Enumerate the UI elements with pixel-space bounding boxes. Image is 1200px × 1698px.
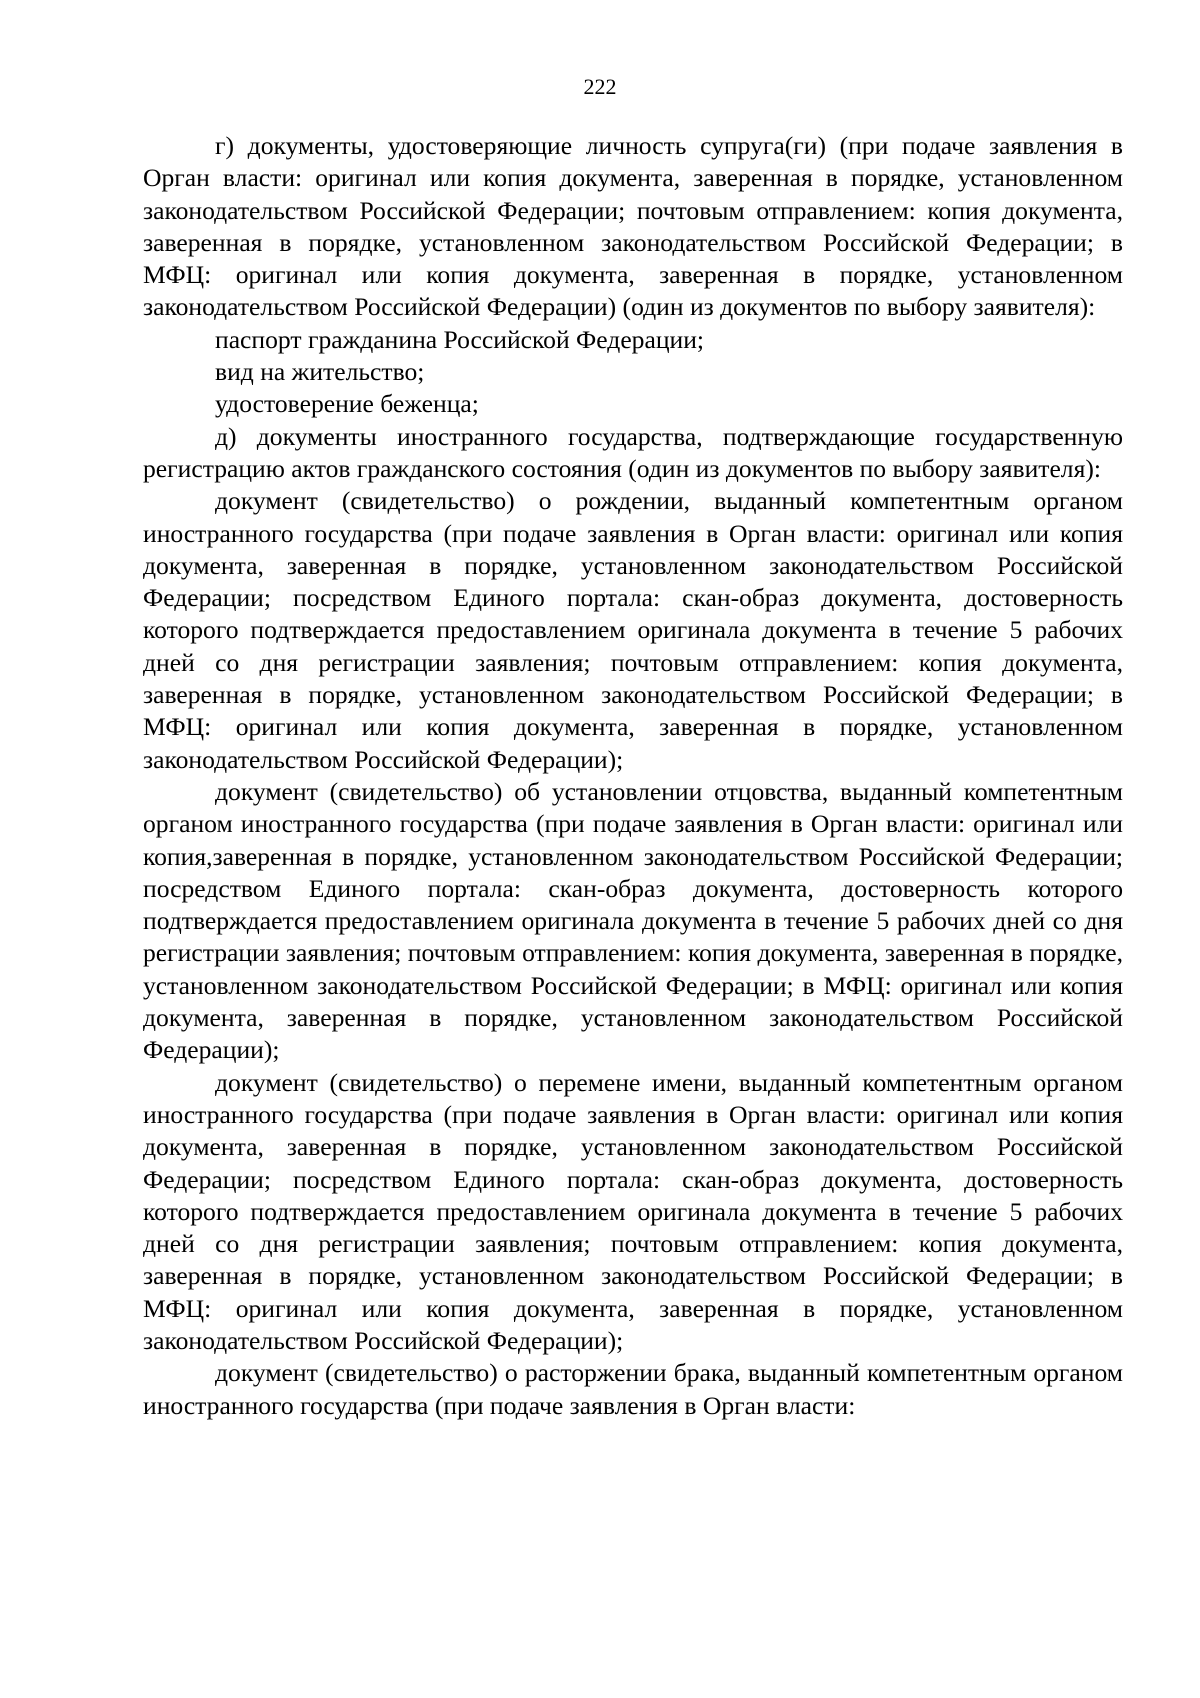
document-body bbox=[143, 130, 1123, 1422]
paragraph-divorce-certificate: документ (свидетельство) о расторжении брака, выданный компетентным органом иностранного государства (при подаче заявления в Орган власти: bbox=[143, 1358, 1123, 1420]
paragraph-item-g: г) документы, удостоверяющие личность супруга(ги) (при подаче заявления в Орган власти: оригинал или копия документа, заверенная в порядке, установленном законодательством Российской Федерации; почтовым отправлением: копия документа, заверенная в порядке, установленном законодательством Российской Федерации; в МФЦ: оригинал или копия документа, заверенная в порядке, установленном законодательством Российской Федерации) (один из документов по выбору заявителя): bbox=[143, 131, 1123, 322]
paragraph-passport: паспорт гражданина Российской Федерации; bbox=[215, 324, 705, 354]
page-number: 222 bbox=[583, 74, 617, 99]
paragraph-name-change-certificate: документ (свидетельство) о перемене имени, выданный компетентным органом иностранного государства (при подаче заявления в Орган власти: оригинал или копия документа, заверенная в порядке, установленном законодательством Российской Федерации; посредством Единого портала: скан-образ документа, достоверность которого подтверждается предоставлением оригинала документа в течение 5 рабочих дней со дня регистрации заявления; почтовым отправлением: копия документа, заверенная в порядке, установленном законодательством Российской Федерации; в МФЦ: оригинал или копия документа, заверенная в порядке, установленном законодательством Российской Федерации); bbox=[143, 1067, 1123, 1355]
paragraph-item-d: д) документы иностранного государства, подтверждающие государственную регистрацию актов гражданского состояния (один из документов по выбору заявителя): bbox=[143, 421, 1123, 483]
paragraph-paternity-certificate: документ (свидетельство) об установлении отцовства, выданный компетентным органом иностранного государства (при подаче заявления в Орган власти: оригинал или копия,заверенная в порядке, установленном законодательством Российской Федерации; посредством Единого портала: скан-образ документа, достоверность которого подтверждается предоставлением оригинала документа в течение 5 рабочих дней со дня регистрации заявления; почтовым отправлением: копия документа, заверенная в порядке, установленном законодательством Российской Федерации; в МФЦ: оригинал или копия документа, заверенная в порядке, установленном законодательством Российской Федерации); bbox=[143, 776, 1123, 1065]
paragraph-residence-permit: вид на жительство; bbox=[215, 357, 425, 387]
paragraph-refugee-certificate: удостоверение беженца; bbox=[215, 389, 479, 419]
paragraph-birth-certificate: документ (свидетельство) о рождении, выданный компетентным органом иностранного государства (при подаче заявления в Орган власти: оригинал или копия документа, заверенная в порядке, установленном законодательством Российской Федерации; посредством Единого портала: скан-образ документа, достоверность которого подтверждается предоставлением оригинала документа в течение 5 рабочих дней со дня регистрации заявления; почтовым отправлением: копия документа, заверенная в порядке, установленном законодательством Российской Федерации; в МФЦ: оригинал или копия документа, заверенная в порядке, установленном законодательством Российской Федерации); bbox=[143, 486, 1123, 774]
